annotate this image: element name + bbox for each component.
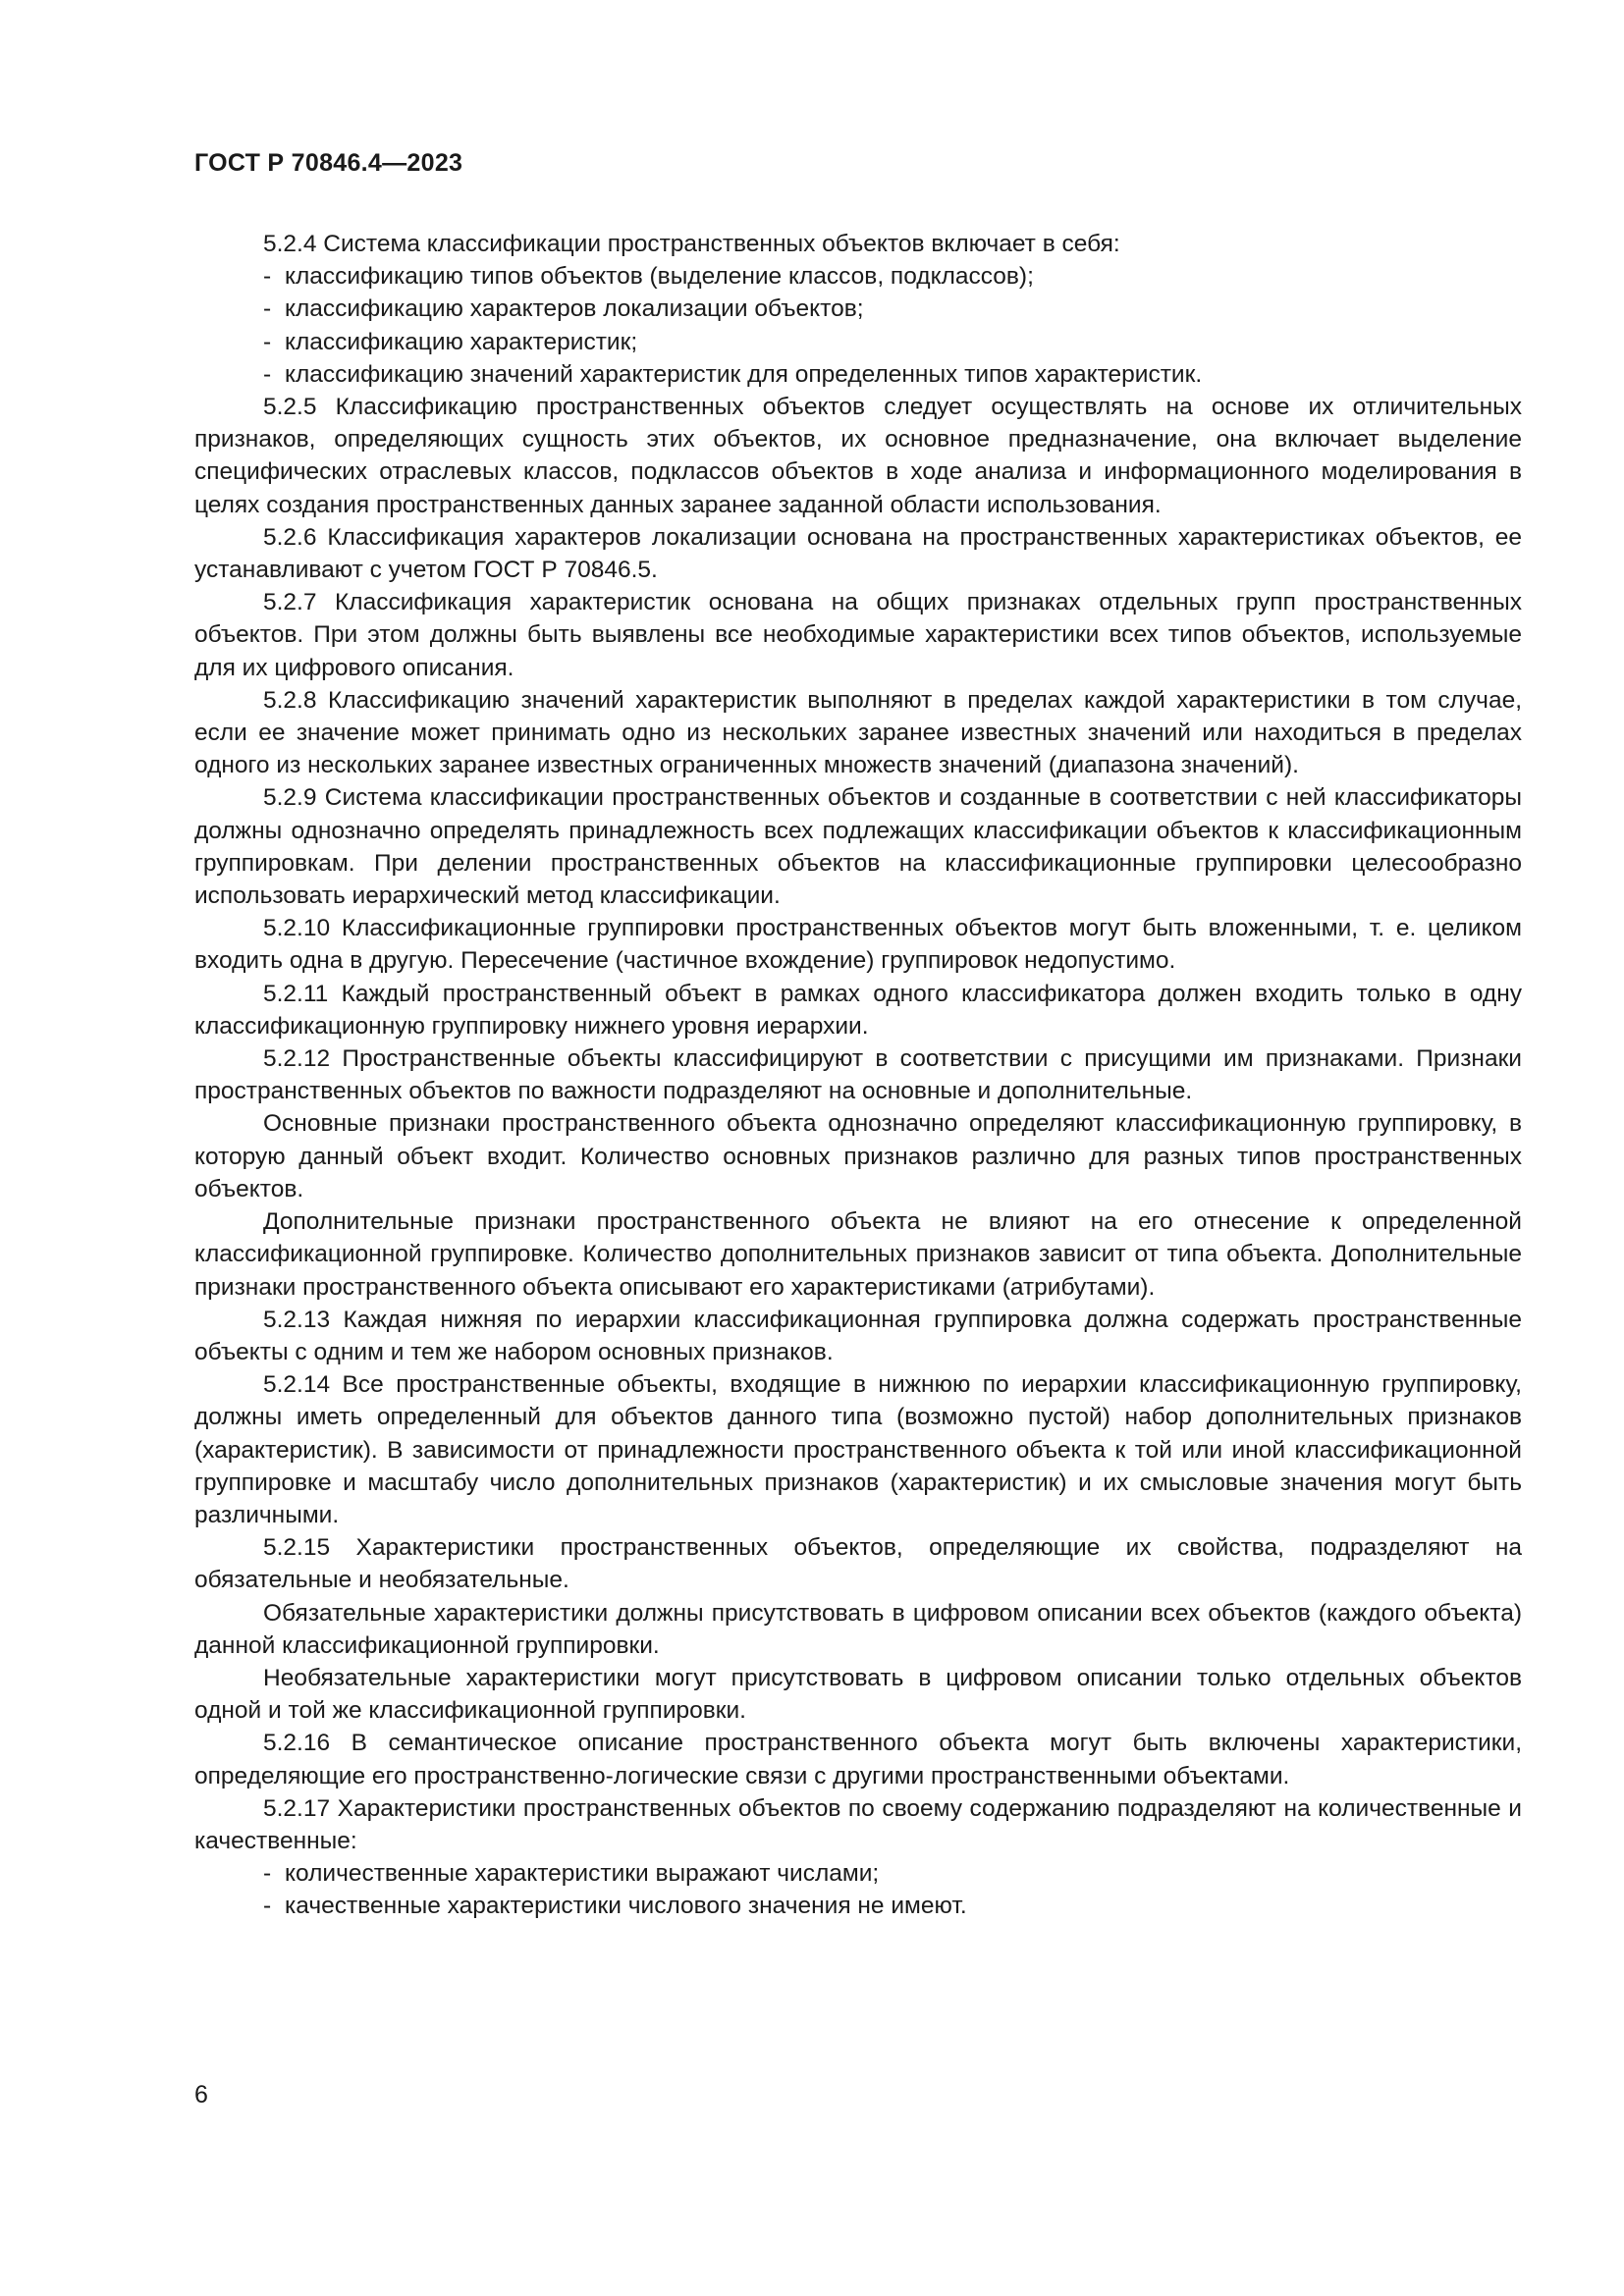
paragraph-mandatory: Обязательные характеристики должны присутствовать в цифровом описании всех объектов (каждого объекта) данной классификационной группировки. bbox=[194, 1599, 1522, 1659]
paragraph-5-2-12: 5.2.12 Пространственные объекты классифицируют в соответствии с присущими им признаками. Признаки пространственных объектов по важности подразделяют на основные и дополнительные. bbox=[194, 1045, 1522, 1105]
list-item: - классификацию характеристик; bbox=[194, 326, 1522, 358]
paragraph-5-2-17: 5.2.17 Характеристики пространственных объектов по своему содержанию подразделяют на количественные и качественные: bbox=[194, 1794, 1522, 1854]
list-dash: - bbox=[263, 1860, 272, 1888]
paragraph-5-2-15: 5.2.15 Характеристики пространственных объектов, определяющие их свойства, подразделяют на обязательные и необязательные. bbox=[194, 1534, 1522, 1594]
paragraph-5-2-5: 5.2.5 Классификацию пространственных объектов следует осуществлять на основе их отличительных признаков, определяющих сущность этих объектов, их основное предназначение, она включает выделение специфических отраслевых классов, подклассов объектов в ходе анализа и информационного моделирования в целях создания пространственных данных заранее заданной области использования. bbox=[194, 394, 1522, 518]
paragraph-main-features: Основные признаки пространственного объекта однозначно определяют классификационную группировку, в которую данный объект входит. Количество основных признаков различно для разных типов пространственных объектов. bbox=[194, 1110, 1522, 1202]
list-dash: - bbox=[263, 263, 272, 291]
page-number: 6 bbox=[194, 2081, 208, 2109]
paragraph-5-2-16: 5.2.16 В семантическое описание пространственного объекта могут быть включены характеристики, определяющие его пространственно-логические связи с другими пространственными объектами. bbox=[194, 1730, 1522, 1789]
list-dash: - bbox=[263, 1893, 272, 1920]
paragraph-5-2-7: 5.2.7 Классификация характеристик основана на общих признаках отдельных групп пространственных объектов. При этом должны быть выявлены все необходимые характеристики всех типов объектов, используемые для их цифрового описания. bbox=[194, 589, 1522, 681]
list-item: - классификацию значений характеристик для определенных типов характеристик. bbox=[194, 358, 1522, 391]
paragraph-5-2-13: 5.2.13 Каждая нижняя по иерархии классификационная группировка должна содержать пространственные объекты с одним и тем же набором основных признаков. bbox=[194, 1306, 1522, 1365]
list-item: - классификацию характеров локализации объектов; bbox=[194, 293, 1522, 325]
paragraph-5-2-6: 5.2.6 Классификация характеров локализации основана на пространственных характеристиках объектов, ее устанавливают с учетом ГОСТ Р 70846.5. bbox=[194, 523, 1522, 584]
document-header: ГОСТ Р 70846.4—2023 bbox=[194, 149, 463, 177]
list-dash: - bbox=[263, 295, 272, 323]
list-item: - качественные характеристики числового значения не имеют. bbox=[194, 1890, 1522, 1922]
paragraph-5-2-9: 5.2.9 Система классификации пространственных объектов и созданные в соответствии с ней классификаторы должны однозначно определять принадлежность всех подлежащих классификации объектов к классификационным группировкам. При делении пространственных объектов на классификационные группировки целесообразно использовать иерархический метод классификации. bbox=[194, 784, 1522, 910]
document-body bbox=[194, 228, 1522, 1923]
paragraph-5-2-10: 5.2.10 Классификационные группировки пространственных объектов могут быть вложенными, т. е. целиком входить одна в другую. Пересечение (частичное вхождение) группировок недопустимо. bbox=[194, 915, 1522, 975]
list-item: - классификацию типов объектов (выделение классов, подклассов); bbox=[194, 260, 1522, 293]
paragraph-5-2-11: 5.2.11 Каждый пространственный объект в рамках одного классификатора должен входить только в одну классификационную группировку нижнего уровня иерархии. bbox=[194, 980, 1522, 1040]
paragraph-optional: Необязательные характеристики могут присутствовать в цифровом описании только отдельных объектов одной и той же классификационной группировки. bbox=[194, 1664, 1522, 1725]
list-dash: - bbox=[263, 360, 272, 388]
paragraph-5-2-8: 5.2.8 Классификацию значений характеристик выполняют в пределах каждой характеристики в том случае, если ее значение может принимать одно из нескольких заранее известных значений или находиться в пределах одного из нескольких заранее известных ограниченных множеств значений (диапазона значений). bbox=[194, 686, 1522, 779]
paragraph-5-2-4: 5.2.4 Система классификации пространственных объектов включает в себя: bbox=[263, 231, 1120, 257]
list-dash: - bbox=[263, 328, 272, 355]
list-item: - количественные характеристики выражают числами; bbox=[194, 1857, 1522, 1890]
paragraph-5-2-14: 5.2.14 Все пространственные объекты, входящие в нижнюю по иерархии классификационную группировку, должны иметь определенный для объектов данного типа (возможно пустой) набор дополнительных признаков (характеристик). В зависимости от принадлежности пространственного объекта к той или иной классификационной группировке и масштабу число дополнительных признаков (характеристик) и их смысловые значения могут быть различными. bbox=[194, 1371, 1522, 1528]
paragraph-additional-features: Дополнительные признаки пространственного объекта не влияют на его отнесение к определенной классификационной группировке. Количество дополнительных признаков зависит от типа объекта. Дополнительные признаки пространственного объекта описывают его характеристиками (атрибутами). bbox=[194, 1208, 1522, 1301]
